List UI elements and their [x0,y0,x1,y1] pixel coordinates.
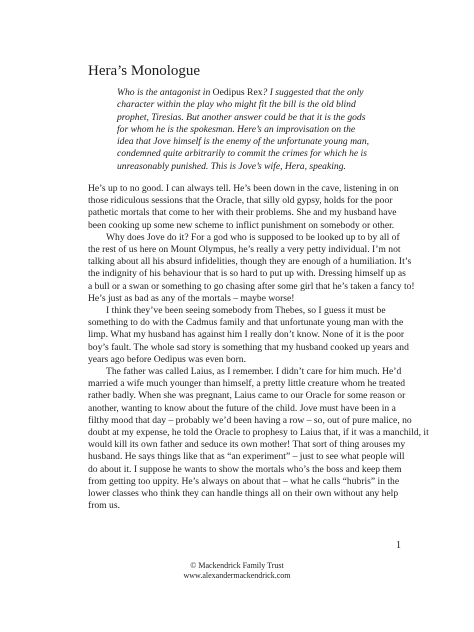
body-line: would kill its own father and seduce its own mother! That sort of thing arouses my [88,439,406,451]
body-line: pathetic mortals that come to her with their problems. She and my husband have [88,207,397,219]
footer-website: www.alexandermackendrick.com [183,571,291,580]
body-line: married a wife much younger than himself, a pretty little creature whom he treated [88,378,406,390]
intro-line: prophet, Tiresias. But another answer could be that it is the gods [117,111,366,123]
body-line: limp. What my husband has against him I really don’t know. None of it is the poor [88,329,405,341]
intro-line: condemned quite arbitrarily to commit the crimes for which he is [117,148,367,160]
body-line: a bull or a swan or something to go chasing after some girl that he’s taken a fancy to! [88,280,415,292]
body-line: from us. [88,500,120,512]
body-line: lower classes who think they can handle things all on their own without any help [88,488,399,500]
intro-line: character within the play who might fit the bill is the old blind [117,99,356,111]
body-line: something to do with the Cadmus family and that unfortunate young man with the [88,317,404,329]
body-line: years ago before Oedipus was even born. [88,353,246,365]
page-number: 1 [396,540,401,551]
body-line: Why does Jove do it? For a god who is supposed to be looked up to by all of [106,231,400,243]
intro-line: for whom he is the spokesman. Here’s an improvisation on the [117,123,356,135]
body-line: rather badly. When she was pregnant, Laius came to our Oracle for some reason or [88,390,406,402]
body-line: from getting too uppity. He’s always on about that – what he calls “hubris” in the [88,475,400,487]
body-line: another, wanting to know about the future of the child. Jove must have been in a [88,402,396,414]
monologue-body [88,183,429,512]
body-line: The father was called Laius, as I remember. I didn’t care for him much. He’d [106,366,402,378]
body-line: talking about all his absurd infidelities, though they are enough of a humiliation. It’s [88,256,412,268]
intro-line: unreasonably punished. This is Jove’s wife, Hera, speaking. [117,160,346,172]
body-line: the rest of us here on Mount Olympus, he’s really a very petty individual. I’m not [88,244,401,256]
intro-paragraph [117,87,391,173]
body-line: I think they’ve been seeing somebody from Thebes, so I guess it must be [106,305,386,317]
body-line: those ridiculous sessions that the Oracle, that silly old gypsy, holds for the poor [88,195,393,207]
body-line: husband. He says things like that as “an experiment” – just to see what people will [88,451,405,463]
body-line: been cooking up some new scheme to inflict punishment on somebody or other. [88,219,395,231]
intro-line: idea that Jove himself is the enemy of the unfortunate young man, [117,136,370,148]
body-line: doubt at my expense, he told the Oracle to prophesy to Laius that, if it was a manchild, it [88,427,429,439]
body-line: He’s just as bad as any of the mortals – maybe worse! [88,292,295,304]
page-title: Hera’s Monologue [88,63,201,79]
body-line: boy’s fault. The whole sad story is something that my husband cooked up years and [88,341,409,353]
body-line: do about it. I suppose he wants to show the mortals who’s the boss and keep them [88,463,402,475]
footer-copyright: © Mackendrick Family Trust [190,561,284,570]
body-line: filthy mood that day – probably we’d been having a row – so, out of pure malice, no [88,414,412,426]
body-line: He’s up to no good. I can always tell. He’s been down in the cave, listening in on [88,183,399,194]
footer [0,561,474,581]
body-line: the indignity of his behaviour that is so hard to put up with. Dressing himself up as [88,268,406,280]
intro-line: Who is the antagonist in Oedipus Rex? I suggested that the only [117,87,364,98]
